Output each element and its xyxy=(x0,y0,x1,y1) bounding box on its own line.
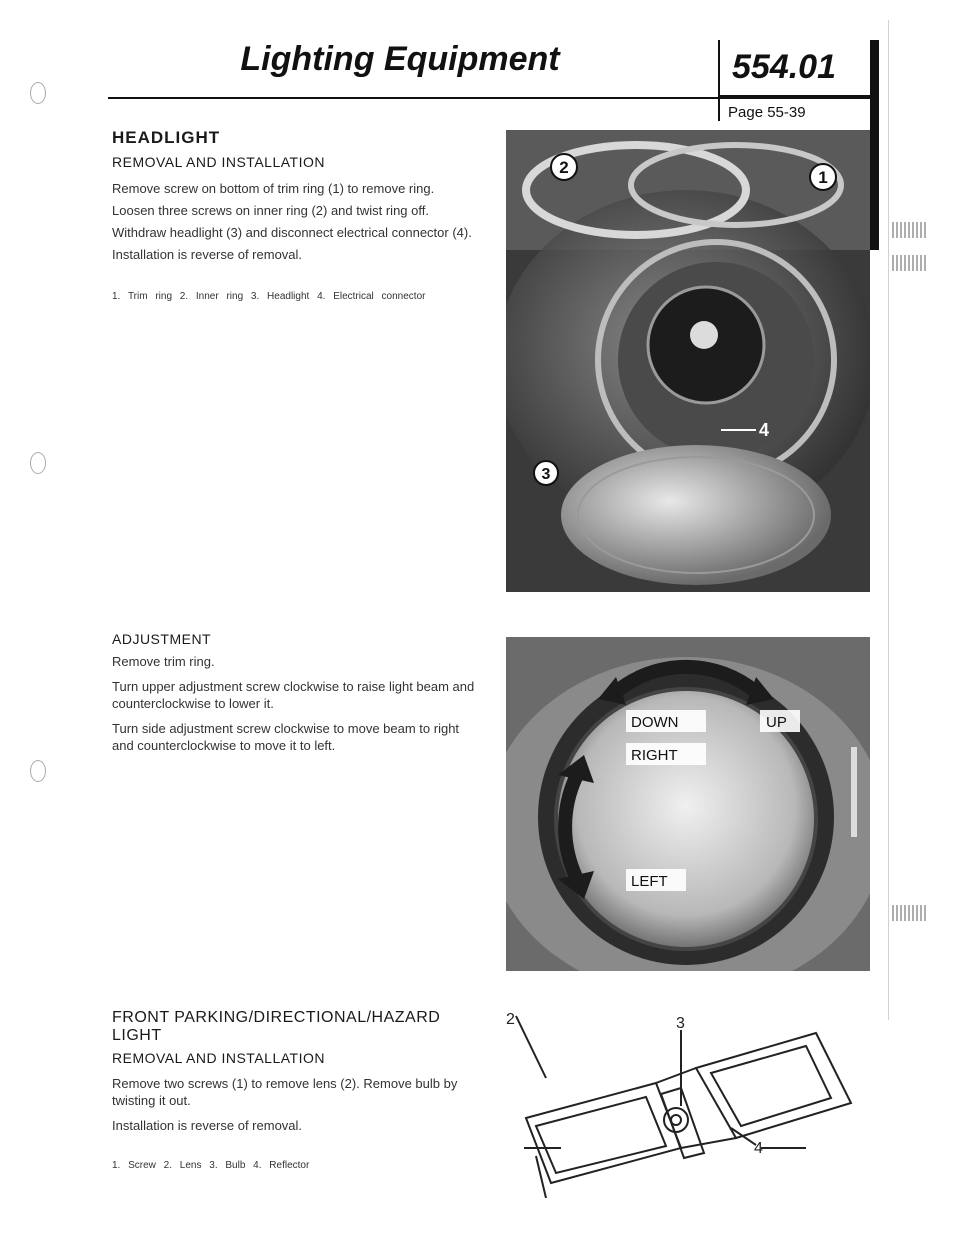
headlight-heading: HEADLIGHT xyxy=(112,128,221,147)
adjustment-steps xyxy=(112,654,484,754)
label-left: LEFT xyxy=(631,873,668,890)
diagram-callout-3: 3 xyxy=(676,1015,685,1032)
diagram-callout-2: 2 xyxy=(506,1011,515,1028)
diagram-callout-4: 4 xyxy=(754,1140,763,1157)
front-light-step: Installation is reverse of removal. xyxy=(112,1117,303,1133)
headlight-subheading: REMOVAL AND INSTALLATION xyxy=(112,154,325,170)
header-rule-divider xyxy=(718,97,720,121)
callout-1 xyxy=(810,164,836,190)
page-number: Page 55-39 xyxy=(728,104,806,121)
front-light-diagram xyxy=(506,1008,870,1198)
callout-4-label: 4 xyxy=(759,420,770,440)
section-code: 554.01 xyxy=(732,48,836,86)
binding-bar xyxy=(870,40,879,250)
callout-3-label: 3 xyxy=(541,466,551,483)
adjustment-photo xyxy=(506,637,870,971)
headlight-step: Remove screw on bottom of trim ring (1) to remove ring. xyxy=(112,181,435,196)
headlight-photo xyxy=(506,130,870,592)
front-light-step: Remove two screws (1) to remove lens (2). Remove bulb by twisting it out. xyxy=(112,1076,458,1108)
label-right: RIGHT xyxy=(631,747,678,764)
punch-hole xyxy=(30,760,46,782)
headlight-step: Loosen three screws on inner ring (2) and twist ring off. xyxy=(112,202,429,218)
front-light-subheading: REMOVAL AND INSTALLATION xyxy=(112,1050,325,1066)
margin-tab xyxy=(892,905,926,921)
adjustment-step: Turn upper adjustment screw clockwise to raise light beam and counterclockwise to lower it. xyxy=(112,678,475,711)
header-rule xyxy=(108,97,870,99)
margin-tab xyxy=(892,255,926,271)
punch-hole xyxy=(30,452,46,474)
page-title: Lighting Equipment xyxy=(240,40,560,78)
margin-tab xyxy=(892,222,926,238)
adjustment-heading: ADJUSTMENT xyxy=(112,631,212,647)
callout-2 xyxy=(551,154,577,180)
adjustment-step: Remove trim ring. xyxy=(112,654,215,669)
callout-2-label: 2 xyxy=(559,158,569,177)
margin-line xyxy=(888,20,889,1020)
front-light-legend: 1. Screw 2. Lens 3. Bulb 4. Reflector xyxy=(112,1160,310,1171)
callout-3 xyxy=(534,461,558,485)
headlight-steps xyxy=(112,181,502,264)
headlight-legend: 1. Trim ring 2. Inner ring 3. Headlight 4. Electrical connector xyxy=(112,291,426,302)
label-down: DOWN xyxy=(631,714,679,731)
callout-1-label: 1 xyxy=(818,168,828,187)
headlight-step: Installation is reverse of removal. xyxy=(112,246,303,262)
front-light-heading: FRONT PARKING/DIRECTIONAL/HAZARD LIGHT xyxy=(112,1009,441,1044)
adjustment-step: Turn side adjustment screw clockwise to move beam to right and counterclockwise to move it to left. xyxy=(112,720,460,753)
punch-hole xyxy=(30,82,46,104)
headlight-step: Withdraw headlight (3) and disconnect electrical connector (4). xyxy=(112,224,472,240)
label-up: UP xyxy=(766,714,787,731)
front-light-steps xyxy=(112,1076,492,1135)
